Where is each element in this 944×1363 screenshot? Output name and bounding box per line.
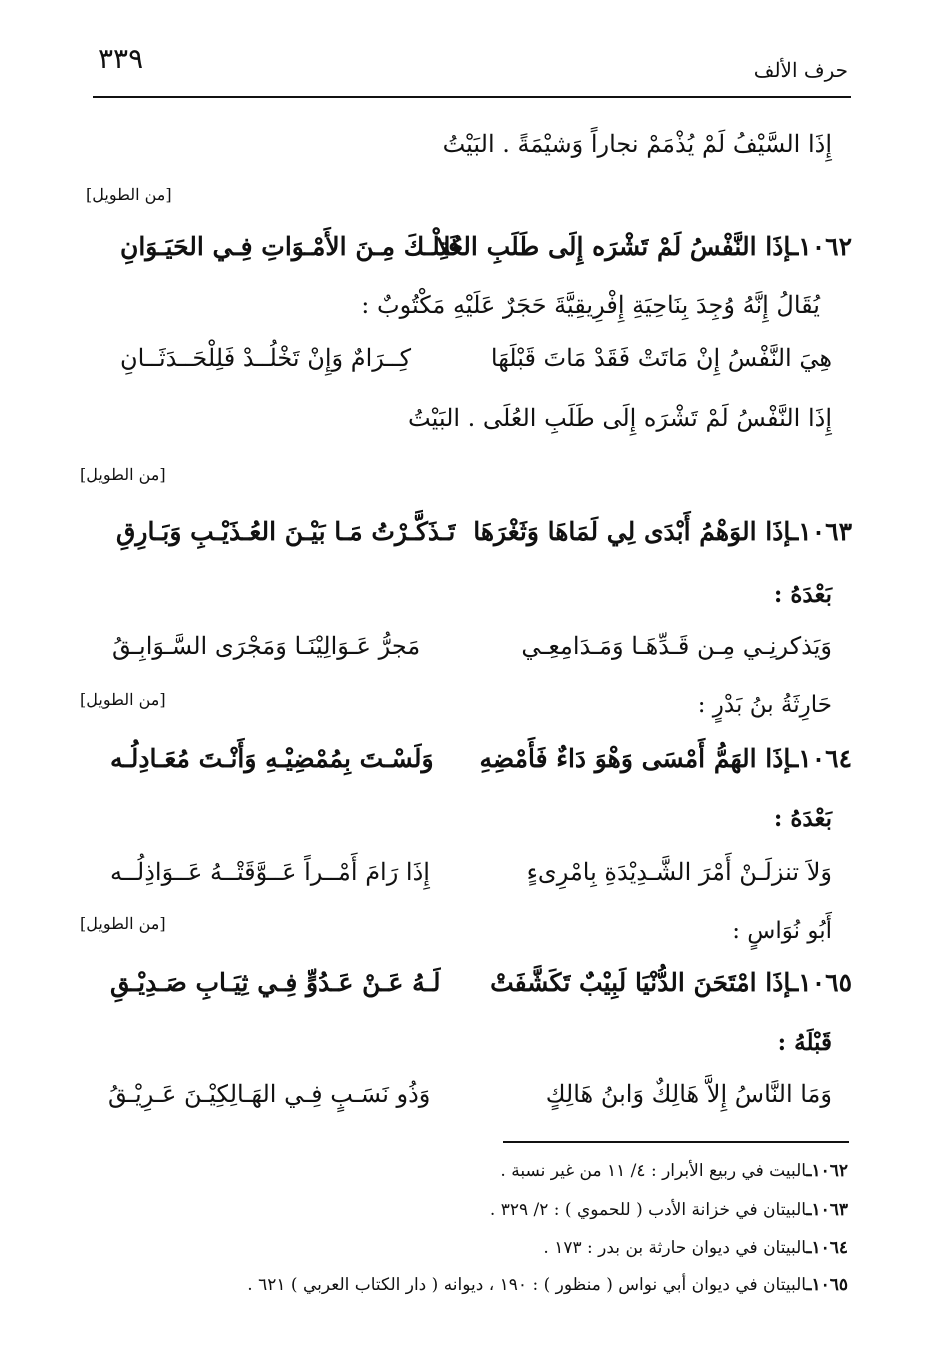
footnote-number: ١٠٦٥ـ	[806, 1275, 848, 1295]
footnote-text: البيتان في ديوان أبي نواس ( منظور ) : ١٩٠ ، ديوانه ( دار الكتاب العربي ) ٦٢١ .	[247, 1275, 807, 1295]
verse-1064-extra-right: وَلاَ تنزلَـنْ أَمْرَ الشَّـدِيْدَةِ بِامْرِىءٍ	[526, 858, 832, 886]
intro-line: إِذَا السَّيْفُ لَمْ يُذْمَمْ نجاراً وَشيْمَةً . البَيْتُ	[442, 130, 832, 158]
running-title: حرف الألف	[753, 58, 848, 82]
footnote-number: ١٠٦٣ـ	[806, 1200, 848, 1220]
footnote-1062	[500, 1161, 848, 1181]
verse-1062-extra-line: إِذَا النَّفْسُ لَمْ تَشْرَه إِلَى طَلَبِ العُلَى . البَيْتُ	[408, 404, 832, 432]
verse-1064-attribution: حَارِثَةُ بنُ بَدْرٍ :	[697, 692, 832, 718]
verse-1065-attribution: أَبُو نُوَاسٍ :	[732, 918, 832, 944]
verse-number: ١٠٦٣ـ	[790, 517, 852, 546]
verse-number: ١٠٦٢ـ	[790, 232, 852, 261]
hemistich-right: إذَا الهَمُّ أَمْسَى وَهْوَ دَاءٌ فَأَمْضِهِ	[479, 744, 791, 773]
verse-1064-left: وَلَسْـتَ بِمُمْضِيْـهِ وَأَنْـتَ مُعَـادِلُـه	[110, 744, 434, 773]
page-number: ٣٣٩	[98, 42, 144, 75]
verse-1063-extra-right: وَيَذكرنِـي مِـن قَـدِّهَـا وَمَـدَامِعِـي	[521, 632, 832, 660]
footnote-1064	[543, 1238, 848, 1258]
verse-1065-label: قَبْلَهُ :	[777, 1029, 832, 1056]
verse-1063-label: بَعْدَهُ :	[773, 581, 832, 608]
footnote-1065	[247, 1275, 848, 1295]
meter-label: [من الطويل]	[80, 690, 166, 709]
meter-label: [من الطويل]	[80, 914, 166, 933]
footnote-rule	[503, 1141, 849, 1143]
verse-1065-extra-left: وَذُو نَسَـبٍ فِـي الهَـالِكِيْـنَ عَـرِيْـقُ	[108, 1080, 431, 1108]
verse-1063-extra-left: مَجرُّ عَـوَالِيْنَـا وَمَجْرَى السَّـوَابِـقُ	[112, 632, 421, 660]
verse-1062-extra-left: كِــرَامٌ وَإِنْ تَخْلُــدْ فَلِلْحَــدَثَــانِ	[120, 344, 411, 372]
footnote-text: البيتان في خزانة الأدب ( للحموي ) : ٢/ ٣٢٩ .	[489, 1200, 807, 1220]
verse-1062-left: فَتِلْـكَ مِـنَ الأَمْـوَاتِ فِـي الحَيَـوَانِ	[120, 232, 460, 261]
verse-1065-left: لَـهُ عَـنْ عَـدُوٍّ فِـي ثِيَـابِ صَـدِيْـقِ	[110, 968, 441, 997]
verse-1062-right	[436, 232, 852, 261]
verse-number: ١٠٦٤ـ	[790, 744, 852, 773]
verse-1064-label: بَعْدَهُ :	[773, 805, 832, 832]
verse-1063-right	[473, 517, 852, 546]
verse-number: ١٠٦٥ـ	[790, 968, 852, 997]
verse-1064-right	[479, 744, 852, 773]
hemistich-right: إذَا الوَهْمُ أَبْدَى لِي لَمَاهَا وَثَغْرَهَا	[473, 517, 791, 546]
footnote-number: ١٠٦٤ـ	[806, 1238, 848, 1258]
hemistich-right: إذَا النَّفْسُ لَمْ تَشْرَه إِلَى طَلَبِ العُلا	[436, 232, 791, 261]
verse-1063-left: تَـذَكَّـرْتُ مَـا بَيْـنَ العُـذَيْـبِ وَبَـارِقِ	[116, 517, 456, 546]
meter-label: [من الطويل]	[80, 465, 166, 484]
verse-1065-right	[490, 968, 852, 997]
verse-1064-extra-left: إِذَا رَامَ أَمْــراً عَــوَّقَتْــهُ عَــوَاذِلُــه	[110, 858, 430, 886]
verse-1062-extra-right: هِيَ النَّفْسُ إِنْ مَاتَتْ فَقَدْ مَاتَ قَبْلَهَا	[490, 344, 832, 372]
footnote-text: البيتان في ديوان حارثة بن بدر : ١٧٣ .	[543, 1238, 807, 1258]
header-rule	[93, 96, 851, 98]
footnote-1063	[490, 1200, 848, 1220]
footnote-number: ١٠٦٢ـ	[806, 1161, 848, 1181]
verse-1065-extra-right: وَمَا النَّاسُ إِلاَّ هَالِكٌ وَابنُ هَالِكٍ	[545, 1080, 832, 1108]
verse-1062-note: يُقَالُ إِنَّهُ وُجِدَ بِنَاحِيَةِ إِفْرِيقِيَّةَ حَجَرٌ عَلَيْهِ مَكْتُوبٌ :	[361, 291, 820, 319]
footnote-text: البيت في ربيع الأبرار : ٤/ ١١ من غير نسبة .	[500, 1161, 807, 1181]
hemistich-right: إذَا امْتَحَنَ الدُّنْيَا لَبِيْبٌ تَكَشَّفَتْ	[490, 968, 791, 997]
meter-label: [من الطويل]	[86, 185, 172, 204]
